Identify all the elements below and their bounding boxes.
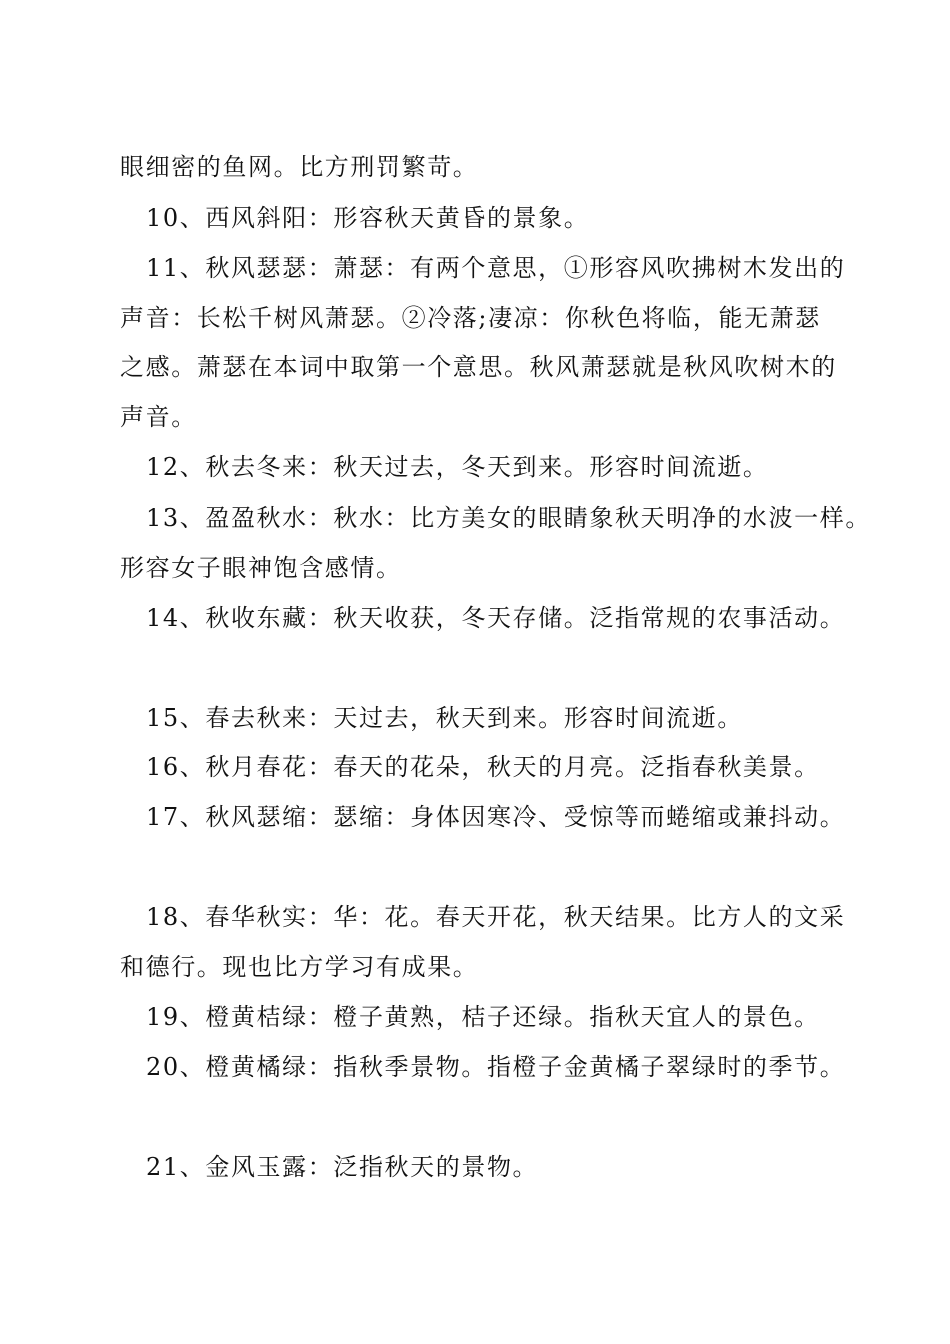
paragraph-line: 形容女子眼神饱含感情。 — [120, 554, 402, 582]
paragraph-line: 10、西风斜阳：形容秋天黄昏的景象。 — [146, 204, 590, 232]
paragraph-line: 眼细密的鱼网。比方刑罚繁苛。 — [120, 153, 479, 181]
paragraph-line: 18、春华秋实：华：花。春天开花，秋天结果。比方人的文采 — [146, 903, 846, 931]
paragraph-line: 之感。萧瑟在本词中取第一个意思。秋风萧瑟就是秋风吹树木的 — [120, 353, 837, 381]
paragraph-line: 11、秋风瑟瑟：萧瑟：有两个意思，①形容风吹拂树木发出的 — [146, 254, 846, 282]
paragraph-line: 14、秋收东藏：秋天收获，冬天存储。泛指常规的农事活动。 — [146, 604, 846, 632]
paragraph-line: 21、金风玉露：泛指秋天的景物。 — [146, 1153, 539, 1181]
paragraph-line: 13、盈盈秋水：秋水：比方美女的眼睛象秋天明净的水波一样。 — [146, 504, 871, 532]
paragraph-line: 20、橙黄橘绿：指秋季景物。指橙子金黄橘子翠绿时的季节。 — [146, 1053, 846, 1081]
paragraph-line: 17、秋风瑟缩：瑟缩：身体因寒冷、受惊等而蜷缩或兼抖动。 — [146, 803, 846, 831]
paragraph-line: 声音：长松千树风萧瑟。②冷落;凄凉：你秋色将临，能无萧瑟 — [120, 304, 821, 332]
paragraph-line: 声音。 — [120, 403, 197, 431]
paragraph-line: 12、秋去冬来：秋天过去，冬天到来。形容时间流逝。 — [146, 453, 769, 481]
paragraph-line: 和德行。现也比方学习有成果。 — [120, 953, 479, 981]
paragraph-line: 16、秋月春花：春天的花朵，秋天的月亮。泛指春秋美景。 — [146, 753, 820, 781]
paragraph-line: 19、橙黄桔绿：橙子黄熟，桔子还绿。指秋天宜人的景色。 — [146, 1003, 820, 1031]
paragraph-line: 15、春去秋来：天过去，秋天到来。形容时间流逝。 — [146, 704, 743, 732]
